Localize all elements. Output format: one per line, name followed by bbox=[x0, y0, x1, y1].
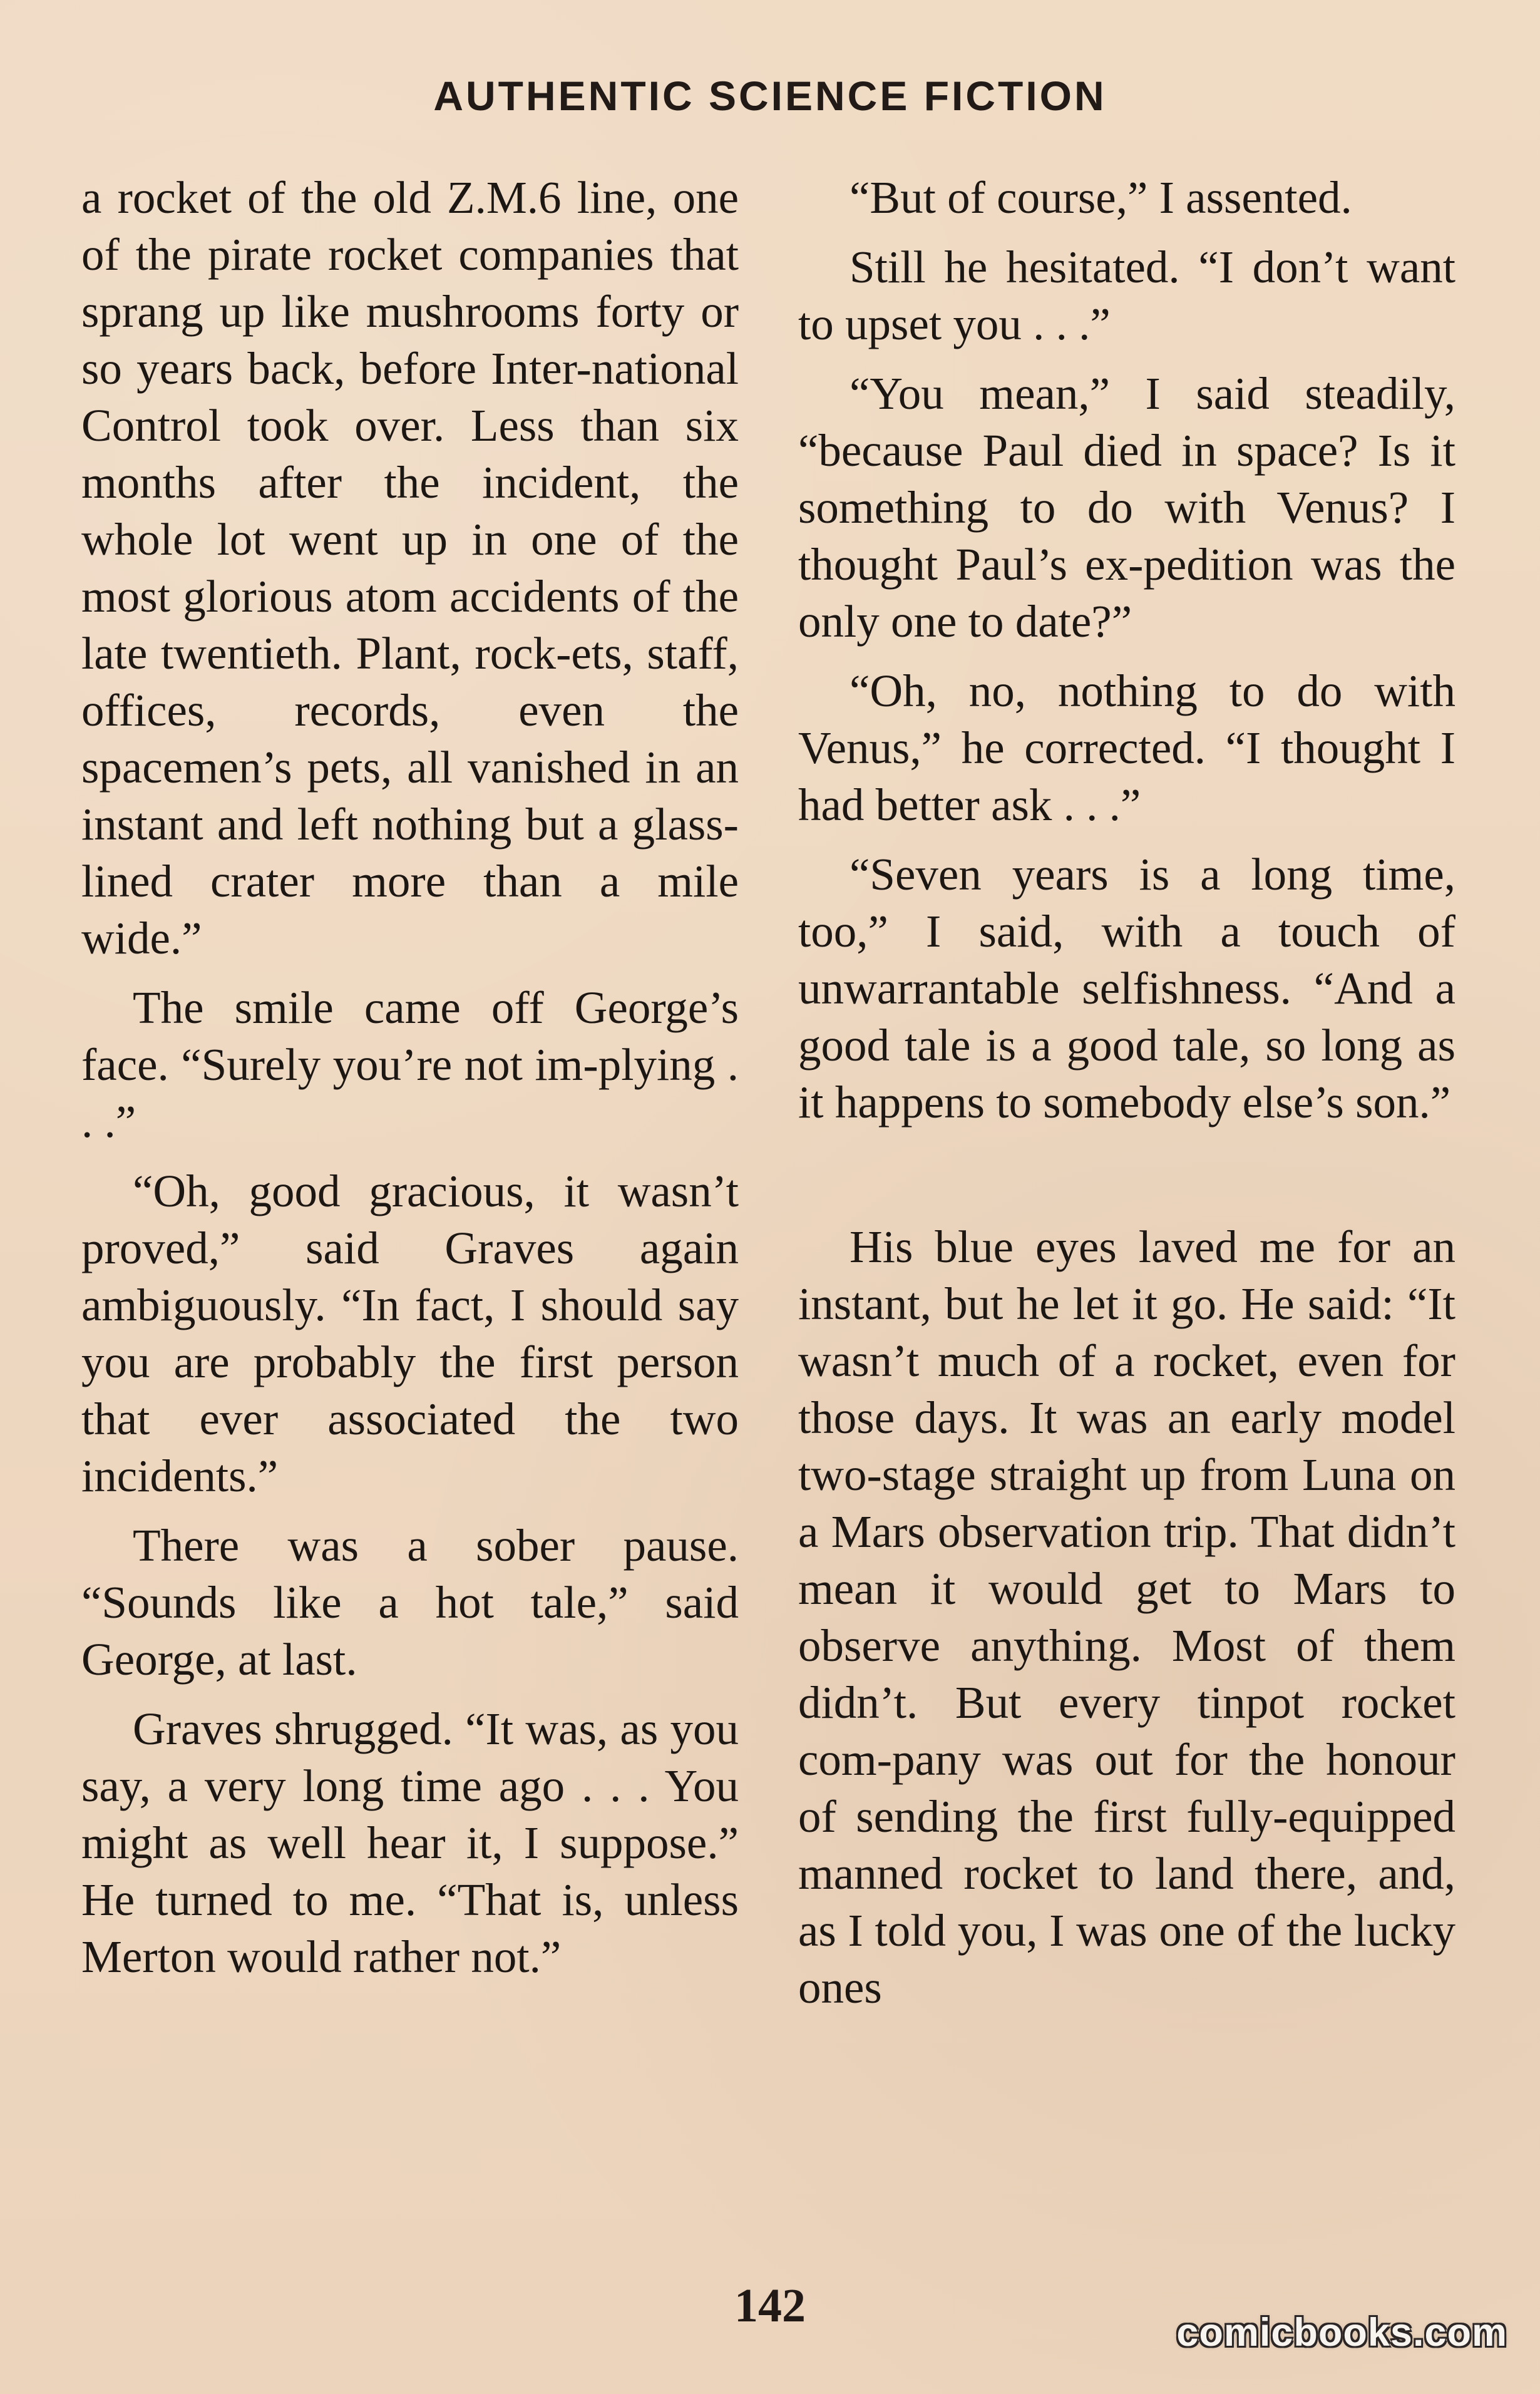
section-break bbox=[798, 1143, 1455, 1218]
right-text-column bbox=[798, 169, 1455, 2219]
paragraph: There was a sober pause. “Sounds like a hot tale,” said George, at last. bbox=[81, 1520, 739, 1685]
paragraph: Graves shrugged. “It was, as you say, a very long time ago . . . You might as well hear it, I suppose.” He turned to me. “That is, unless Merton would rather not.” bbox=[81, 1703, 739, 1982]
site-watermark: comicbooks.com bbox=[1176, 2311, 1507, 2355]
paragraph: “Oh, good gracious, it wasn’t proved,” said Graves again ambiguously. “In fact, I should say you are probably the first person that ever associated the two incidents.” bbox=[81, 1166, 739, 1501]
paragraph: Still he hesitated. “I don’t want to upset you . . .” bbox=[798, 242, 1455, 349]
paragraph: “Seven years is a long time, too,” I said, with a touch of unwarrantable selfishness. “And a good tale is a good tale, so long as it happens to somebody else’s son.” bbox=[798, 849, 1455, 1128]
paragraph: “You mean,” I said steadily, “because Paul died in space? Is it something to do with Venus? I thought Paul’s ex-pedition was the only one to date?” bbox=[798, 368, 1455, 647]
page-number: 142 bbox=[734, 2279, 806, 2332]
running-title: AUTHENTIC SCIENCE FICTION bbox=[433, 73, 1107, 119]
paragraph: a rocket of the old Z.M.6 line, one of the pirate rocket companies that sprang up like mushrooms forty or so years back, before Inter-national Control took over. Less than six months after the incident, the whole lot went up in one of the most glorious atom accidents of the late twentieth. Plant, rock-ets, staff, offices, records, even the spacemen’s pets, all vanished in an instant and left nothing but a glass-lined crater more than a mile wide.” bbox=[81, 172, 739, 963]
paragraph: “Oh, no, nothing to do with Venus,” he corrected. “I thought I had better ask . . .” bbox=[798, 665, 1455, 830]
paragraph: “But of course,” I assented. bbox=[850, 172, 1352, 223]
paragraph: His blue eyes laved me for an instant, but he let it go. He said: “It wasn’t much of a rocket, even for those days. It was an early model two-stage straight up from Luna on a Mars observation trip. That didn’t mean it would get to Mars to observe anything. Most of them didn’t. But every tinpot rocket com-pany was out for the honour of sending the first fully-equipped manned rocket to land there, and, as I told you, I was one of the lucky ones bbox=[798, 1221, 1455, 2013]
left-text-column bbox=[81, 169, 739, 2219]
paragraph: The smile came off George’s face. “Surely you’re not im-plying . . .” bbox=[81, 982, 739, 1147]
